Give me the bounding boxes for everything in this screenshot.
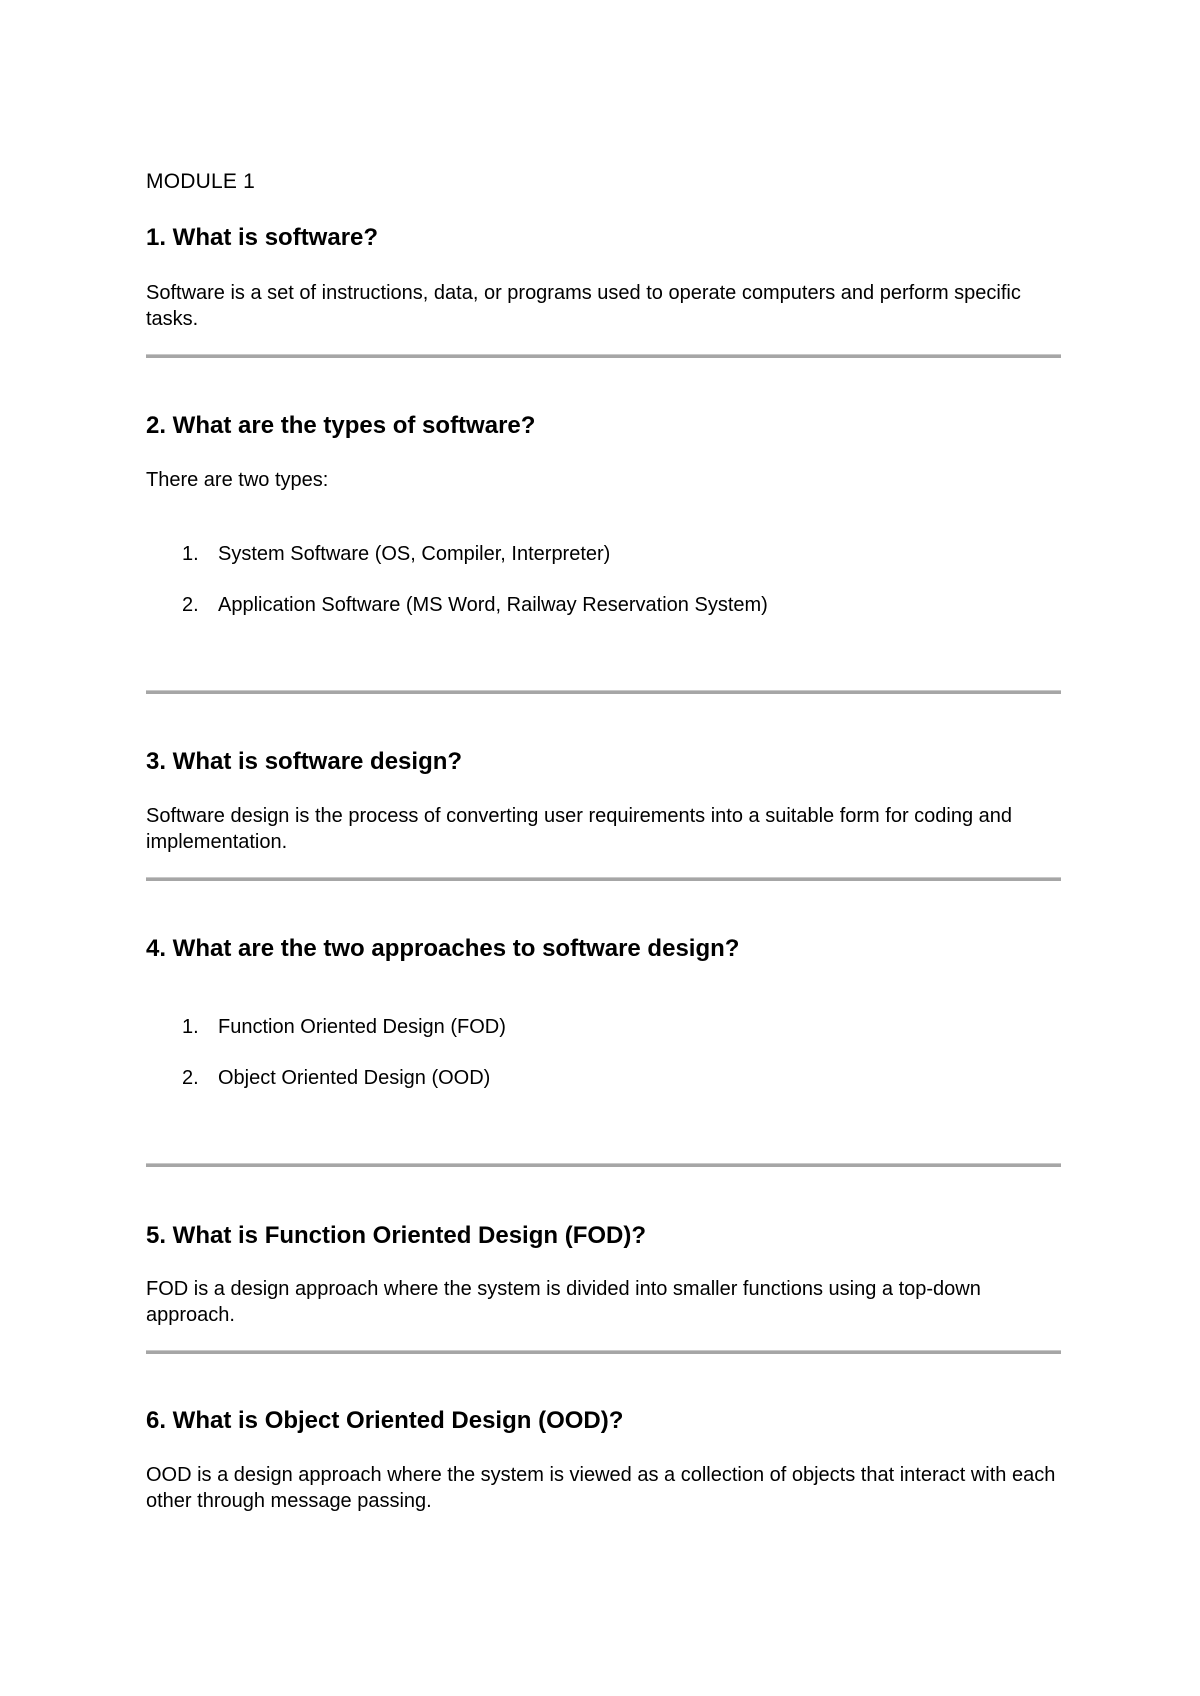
question-6-answer: OOD is a design approach where the system is viewed as a collection of objects that interact with each other through message passing. xyxy=(146,1464,1056,1512)
question-2-answer: There are two types: xyxy=(146,469,329,491)
list-item-text: Function Oriented Design (FOD) xyxy=(218,1016,506,1038)
question-5-answer: FOD is a design approach where the system is divided into smaller functions using a top-down approach. xyxy=(146,1278,981,1326)
question-1-answer: Software is a set of instructions, data, or programs used to operate computers and perform specific tasks. xyxy=(146,282,1021,330)
section-divider xyxy=(146,690,1061,694)
list-item-text: Application Software (MS Word, Railway Reservation System) xyxy=(218,594,768,616)
section-divider xyxy=(146,1350,1061,1354)
section-divider xyxy=(146,1163,1061,1167)
question-6-heading: 6. What is Object Oriented Design (OOD)? xyxy=(146,1407,624,1434)
section-divider xyxy=(146,354,1061,358)
question-4-heading: 4. What are the two approaches to software design? xyxy=(146,935,740,962)
list-item-number: 2. xyxy=(182,1067,199,1089)
list-item-text: System Software (OS, Compiler, Interpreter) xyxy=(218,543,611,565)
question-3-answer: Software design is the process of converting user requirements into a suitable form for coding and implementation. xyxy=(146,805,1013,853)
list-item xyxy=(182,1065,490,1091)
question-1-heading: 1. What is software? xyxy=(146,224,379,251)
list-item xyxy=(182,1014,506,1040)
section-divider xyxy=(146,877,1061,881)
question-3-heading: 3. What is software design? xyxy=(146,748,463,775)
list-item-number: 1. xyxy=(182,543,199,565)
list-item-number: 2. xyxy=(182,594,199,616)
question-2-heading: 2. What are the types of software? xyxy=(146,412,536,439)
list-item-text: Object Oriented Design (OOD) xyxy=(218,1067,491,1089)
list-item xyxy=(182,541,610,567)
question-5-heading: 5. What is Function Oriented Design (FOD)? xyxy=(146,1222,647,1249)
list-item-number: 1. xyxy=(182,1016,199,1038)
list-item xyxy=(182,592,768,618)
module-title: MODULE 1 xyxy=(146,170,255,193)
